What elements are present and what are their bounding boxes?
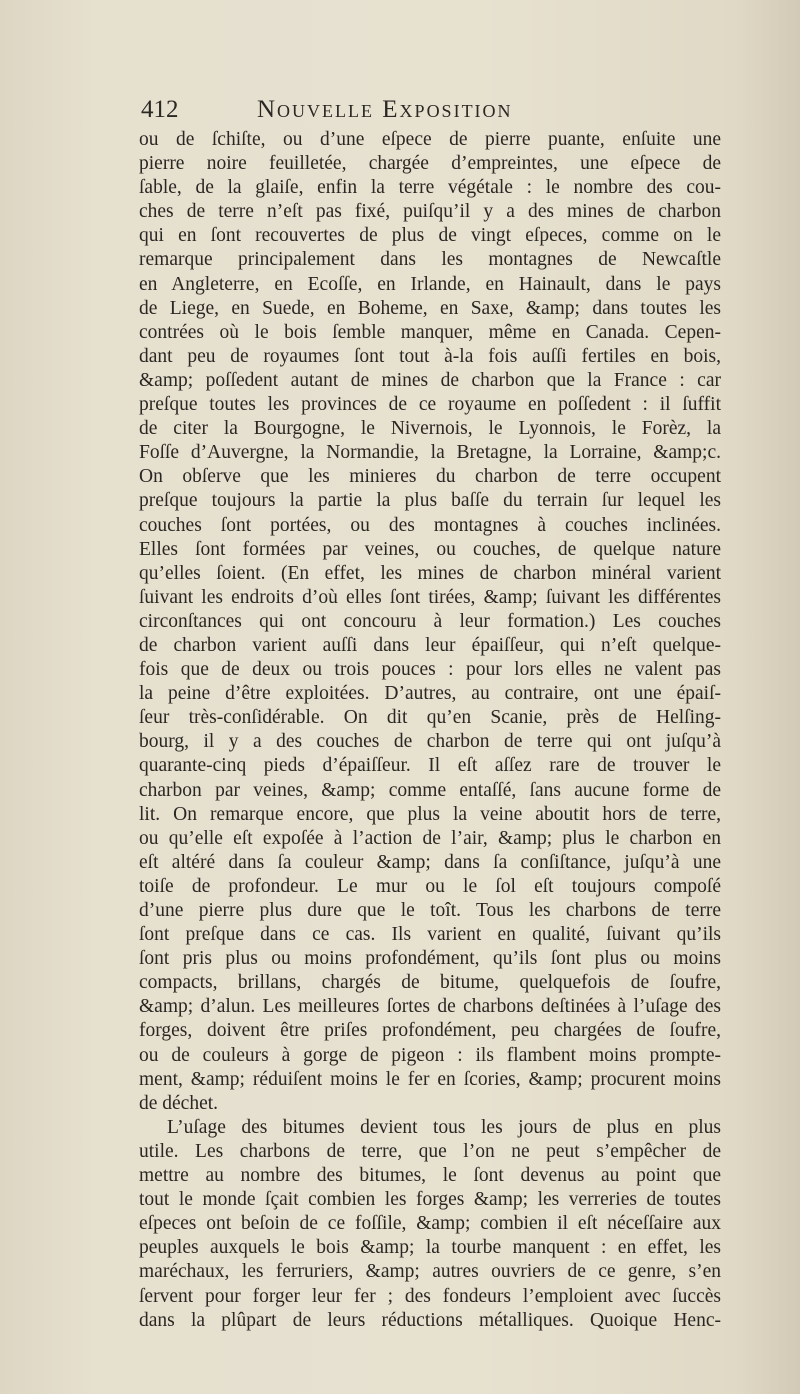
text-line: qu’elles ſoient. (En effet, les mines de charbon minéral varient [139, 562, 721, 584]
text-line: On obſerve que les minieres du charbon de terre occupent [139, 466, 721, 488]
text-line: lit. On remarque encore, que plus la veine aboutit hors de terre, [139, 803, 721, 825]
text-line: ſeur très-conſidérable. On dit qu’en Scanie, près de Helſing- [139, 707, 721, 729]
text-line: tout le monde ſçait combien les forges &amp; les verreries de toutes [139, 1189, 721, 1211]
page-number: 412 [141, 96, 179, 123]
text-line: dans la plûpart de leurs réductions métalliques. Quoique Henc- [139, 1309, 721, 1331]
text-line: ſervent pour forger leur fer ; des fondeurs l’emploient avec ſuccès [139, 1285, 721, 1307]
text-line: ment, &amp; réduiſent moins le fer en ſcories, &amp; procurent moins [139, 1068, 721, 1090]
text-line: maréchaux, les ferruriers, &amp; autres ouvriers de ce genre, s’en [139, 1261, 721, 1283]
text-line: ou de couleurs à gorge de pigeon : ils flambent moins prompte- [139, 1044, 721, 1066]
text-line: L’uſage des bitumes devient tous les jours de plus en plus [167, 1116, 721, 1138]
text-line: qui en ſont recouvertes de plus de vingt eſpeces, comme on le [139, 225, 721, 247]
text-line: pierre noire feuilletée, chargée d’empreintes, une eſpece de [139, 153, 721, 175]
text-line: ſont pris plus ou moins profondément, qu’ils ſont plus ou moins [139, 948, 721, 970]
text-line: Foſſe d’Auvergne, la Normandie, la Bretagne, la Lorraine, &amp;c. [139, 442, 721, 464]
text-line: couches ſont portées, ou des montagnes à couches inclinées. [139, 514, 721, 536]
text-line: mettre au nombre des bitumes, le ſont devenus au point que [139, 1165, 721, 1187]
text-line: ou qu’elle eſt expoſée à l’action de l’air, &amp; plus le charbon en [139, 827, 721, 849]
text-line: ſuivant les endroits d’où elles ſont tirées, &amp; ſuivant les différentes [139, 586, 721, 608]
text-line: &amp; poſſedent autant de mines de charbon que la France : car [139, 369, 721, 391]
text-line: eſt altéré dans ſa couleur &amp; dans ſa conſiſtance, juſqu’à une [139, 851, 721, 873]
text-line: compacts, brillans, chargés de bitume, quelquefois de ſoufre, [139, 972, 721, 994]
text-line: Elles ſont formées par veines, ou couches, de quelque nature [139, 538, 721, 560]
text-line: preſque toujours la partie la plus baſſe du terrain ſur lequel les [139, 490, 721, 512]
text-line: en Angleterre, en Ecoſſe, en Irlande, en Hainault, dans le pays [139, 273, 721, 295]
text-line: utile. Les charbons de terre, que l’on ne peut s’empêcher de [139, 1140, 721, 1162]
text-line: de Liege, en Suede, en Boheme, en Saxe, &amp; dans toutes les [139, 297, 721, 319]
text-line: circonſtances qui ont concouru à leur formation.) Les couches [139, 610, 721, 632]
text-line: fois que de deux ou trois pouces : pour lors elles ne valent pas [139, 659, 721, 681]
text-line: ou de ſchiſte, ou d’une eſpece de pierre puante, enſuite une [139, 129, 721, 150]
text-line: preſque toutes les provinces de ce royaume en poſſedent : il ſuffit [139, 394, 721, 416]
text-line: forges, doivent être priſes profondément, peu chargées de ſoufre, [139, 1020, 721, 1042]
text-line: la peine d’être exploitées. D’autres, au contraire, ont une épaiſ- [139, 683, 721, 705]
text-line: de charbon varient auſſi dans leur épaiſſeur, qui n’eſt quelque- [139, 634, 721, 656]
text-line: remarque principalement dans les montagnes de Newcaſtle [139, 249, 721, 271]
text-line: peuples auxquels le bois &amp; la tourbe manquent : en effet, les [139, 1237, 721, 1259]
body-text [139, 128, 721, 1333]
page-header [141, 92, 711, 128]
running-title: Nouvelle Exposition [257, 96, 513, 123]
text-line: quarante-cinq pieds d’épaiſſeur. Il eſt aſſez rare de trouver le [139, 755, 721, 777]
text-line: ches de terre n’eſt pas fixé, puiſqu’il y a des mines de charbon [139, 201, 721, 223]
text-line: contrées où le bois ſemble manquer, même en Canada. Cepen- [139, 321, 721, 343]
text-line: dant peu de royaumes ſont tout à-la fois auſſi fertiles en bois, [139, 345, 721, 367]
text-line: ſont preſque dans ce cas. Ils varient en qualité, ſuivant qu’ils [139, 924, 721, 946]
text-line: toiſe de profondeur. Le mur ou le ſol eſt toujours compoſé [139, 875, 721, 897]
text-line: bourg, il y a des couches de charbon de terre qui ont juſqu’à [139, 731, 721, 753]
text-line: ſable, de la glaiſe, enfin la terre végétale : le nombre des cou- [139, 177, 721, 199]
text-line: de déchet. [139, 1092, 219, 1114]
text-line: eſpeces ont beſoin de ce foſſile, &amp; combien il eſt néceſſaire aux [139, 1213, 721, 1235]
text-line: de citer la Bourgogne, le Nivernois, le Lyonnois, le Forèz, la [139, 418, 721, 440]
text-line: charbon par veines, &amp; comme entaſſé, ſans aucune forme de [139, 779, 721, 801]
text-line: d’une pierre plus dure que le toît. Tous les charbons de terre [139, 900, 721, 921]
text-line: &amp; d’alun. Les meilleures ſortes de charbons deſtinées à l’uſage des [139, 996, 721, 1018]
